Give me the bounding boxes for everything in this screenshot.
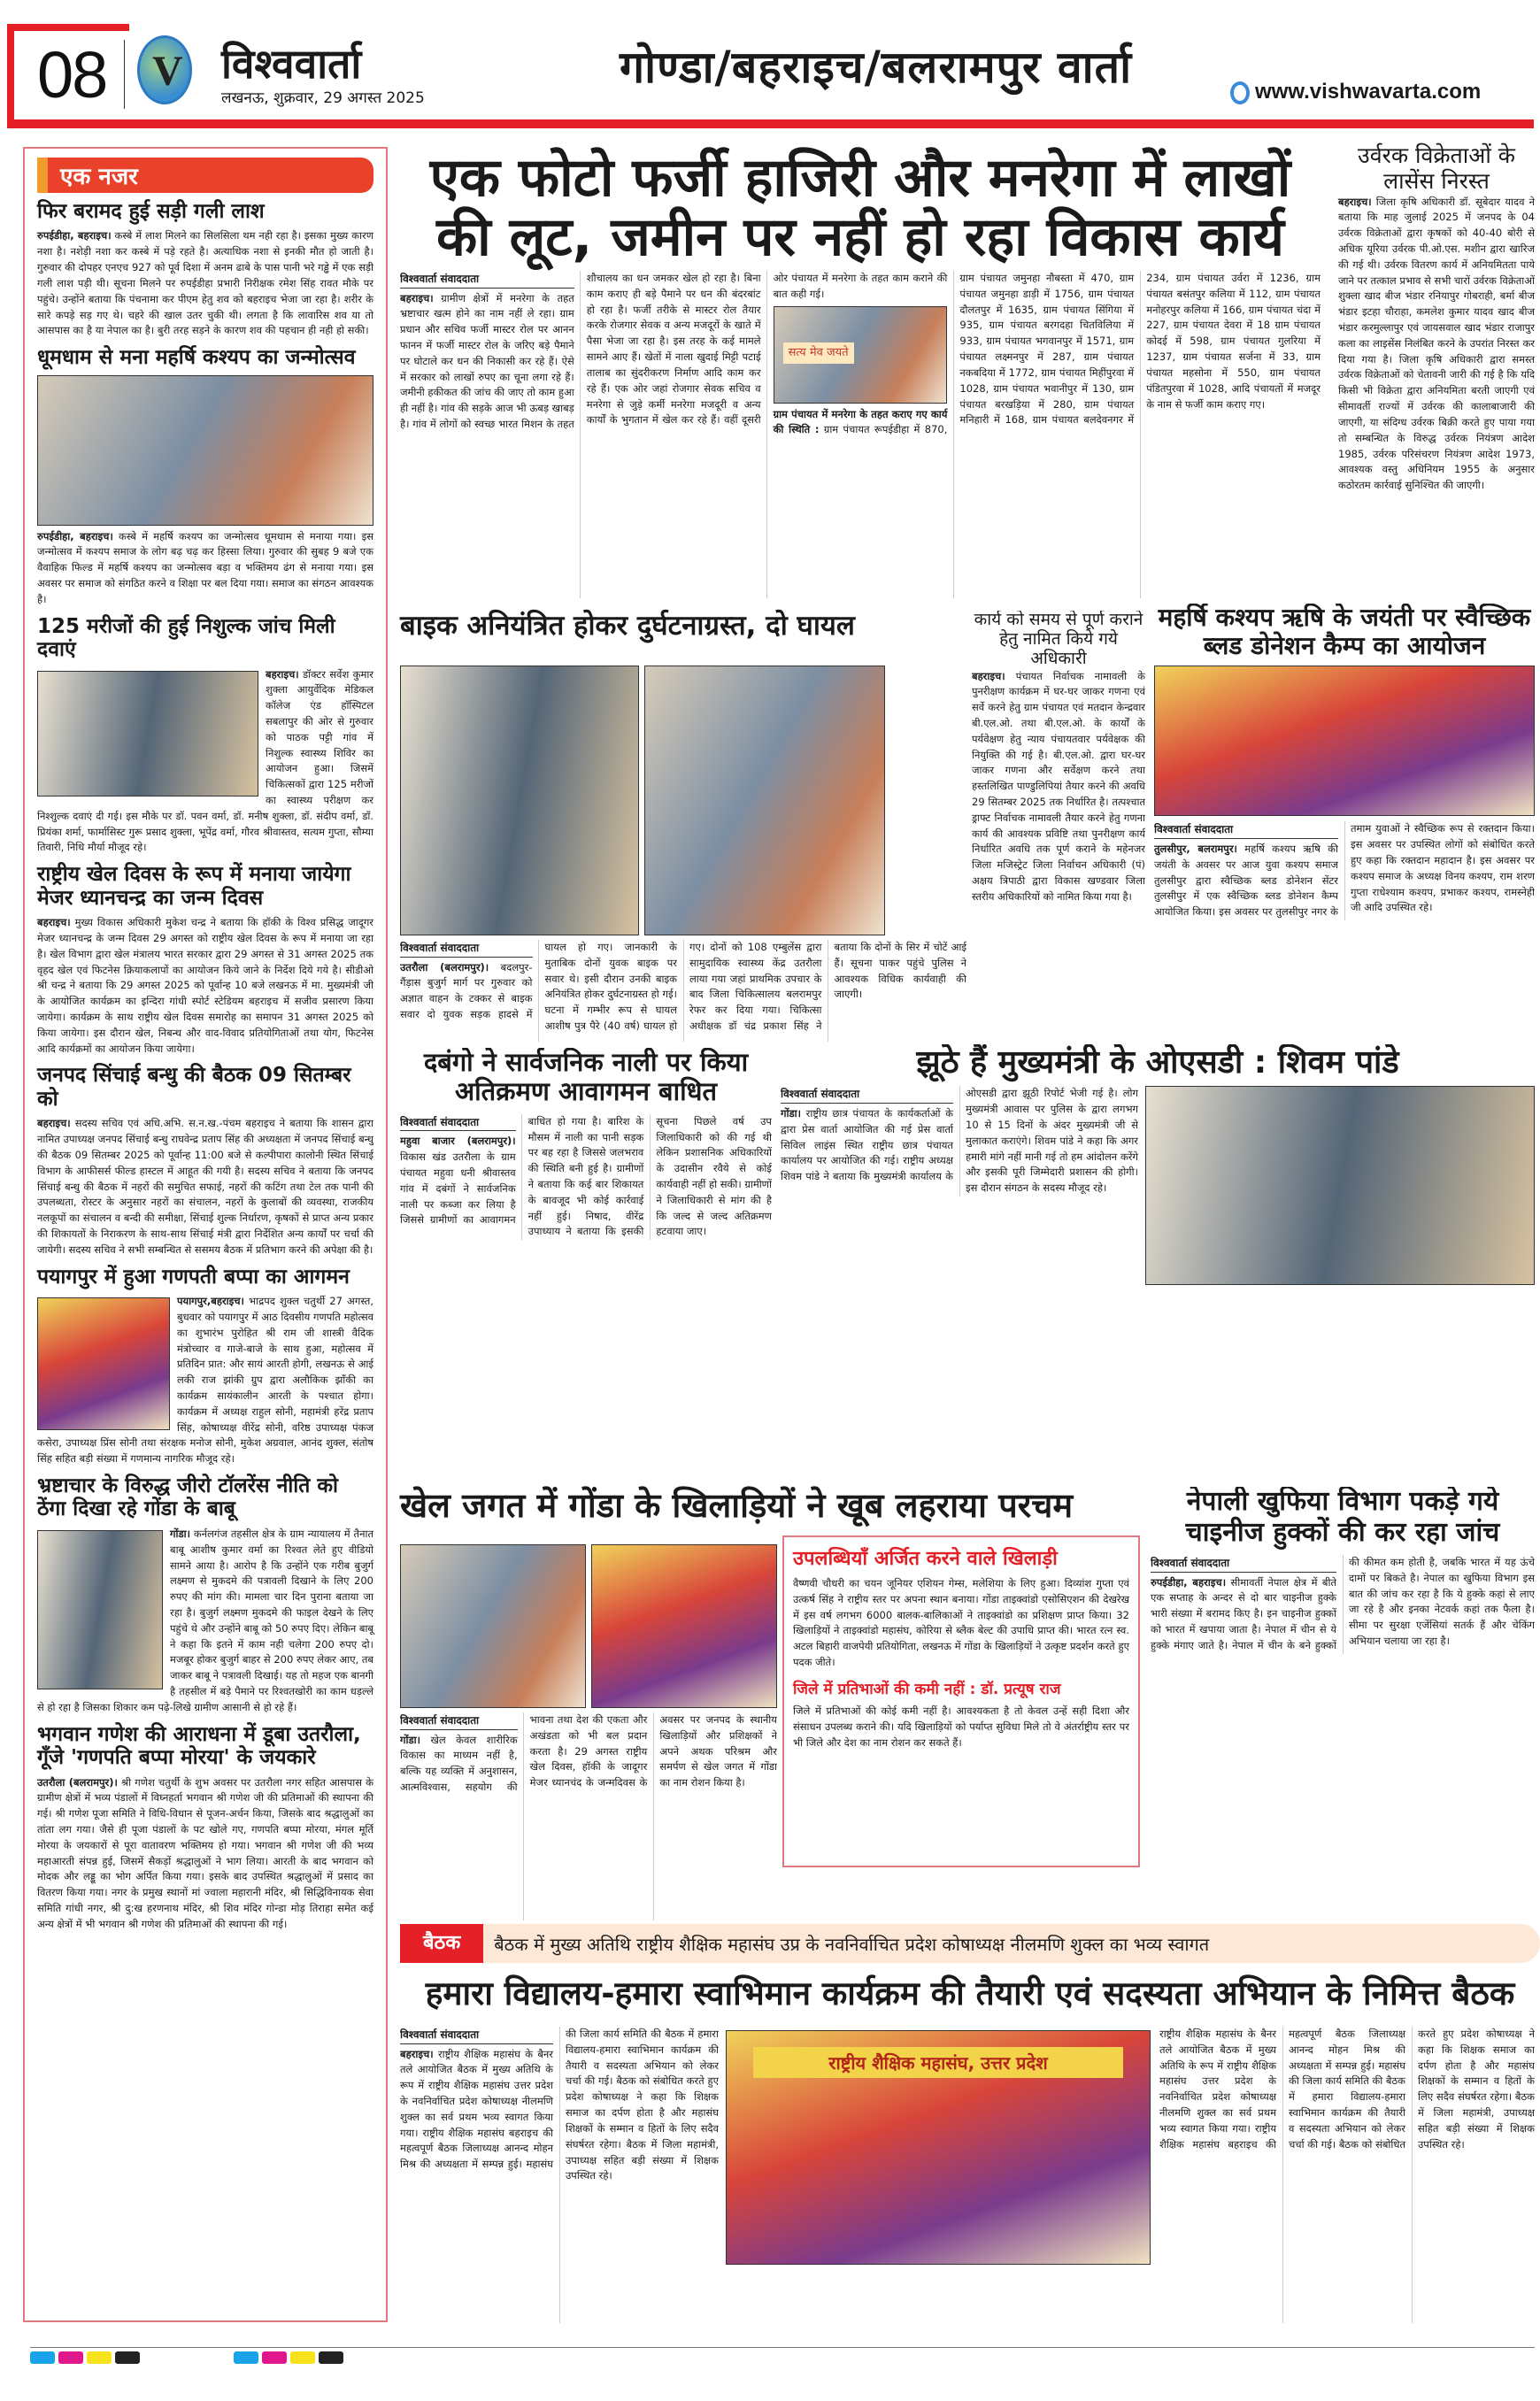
news-photo [37, 1530, 163, 1689]
headline: राष्ट्रीय खेल दिवस के रूप में मनाया जायेगा मेजर ध्यानचन्द्र का जन्म दिवस [37, 863, 351, 910]
website-text: www.vishwavarta.com [1255, 80, 1482, 104]
headline: नेपाली खुफिया विभाग पकड़े गये चाइनीज हुक्कों की कर रहा जांच [1185, 1487, 1500, 1548]
sports-photo-2 [591, 1544, 777, 1708]
color-swatch [87, 2351, 112, 2364]
page-number: 08 [37, 38, 107, 112]
article-body: पयागपुर,बहराइच। भाद्रपद शुक्ल चतुर्थी 27 अगस्त, बुधवार को पयागपुर में आठ दिवसीय गणपति महोत्सव का शुभारंभ पुरोहित श्री राम जी शास्त्री वैदिक मंत्रोच्चार व गाजे-बाजे के साथ हुआ, महोत्सव में प्रतिदिन प्रात: और सायं आरती होगी, लखनऊ से आई लकी राज झांकी ग्रुप द्वारा अलौकिक झाँकी का कार्यक्रम सायंकालीन आरती के पश्चात होगा। कार्यक्रम में अध्यक्ष राहुल सोनी, महामंत्री हरेंद्र प्रताप सिंह, कोषाध्यक्ष वीरेंद्र सोनी, वरिष्ठ उपाध्यक्ष पंकज कसेरा, उपाध्यक्ष प्रिंस सोनी तथा संरक्षक मनोज सोनी, मुकेश अग्रवाल, आनंद शुक्ल, संतोष सिंह सहित बड़ी संख्या में गणमान्य नागरिक मौजूद रहे। [37, 1295, 373, 1466]
headline: कार्य को समय से पूर्ण कराने हेतु नामित किये गये अधिकारी [974, 611, 1143, 668]
officers-article: कार्य को समय से पूर्ण कराने हेतु नामित किये गये अधिकारी बहराइच। पंचायत निर्वाचक नामावली के पुनरीक्षण कार्यक्रम में घर-घर जाकर गणना एवं सर्वे करने हेतु ग्राम पंचायत एवं मतदान केन्द्रवार बी.एल.ओ. तथा बी.एल.ओ. के कार्यों के पर्यवेक्षण हेतु न्याय पंचायतवार पर्यवेक्षक की नियुक्ति की गई है। बी.एल.ओ. द्वारा घर-घर जाकर गणना और सर्वेक्षण करने तथा हस्तलिखित पाण्डुलिपियां तैयार करने की अवधि 29 सितम्बर 2025 तक निर्धारित है। तत्पश्चात ड्राफ्ट निर्वाचक नामावली तैयार करने हेतु गणना कार्य की आवश्यक प्रविष्टि तथा पुनरीक्षण कार्य निर्धारित अवधि तक पूर्ण कराने के महेनजर जिला मजिस्ट्रेट जिला निर्वाचन अधिकारी (पं) अक्षय त्रिपाठी द्वारा विकास खण्डवार जिला स्तरीय अधिकारियों को नामित किया गया है। [972, 611, 1145, 903]
photo-banner-text: राष्ट्रीय शैक्षिक महासंघ, उत्तर प्रदेश [753, 2047, 1123, 2078]
brand-logo: V [137, 35, 192, 104]
color-swatch [262, 2351, 287, 2364]
headline: धूमधाम से मना महर्षि कश्यप का जन्मोत्सव [37, 346, 356, 370]
masthead-left-rule [7, 24, 14, 128]
headline: झूठे हैं मुख्यमंत्री के ओएसडी : शिवम पांडे [916, 1044, 1399, 1081]
sports-photo-1 [400, 1544, 586, 1708]
subhead: ग्राम पंचायत में मनरेगा के तहत कराए गए कार्य की स्थिति : [773, 407, 948, 436]
dateline: लखनऊ, शुक्रवार, 29 अगस्त 2025 [221, 89, 425, 107]
brand-name: विश्ववार्ता [221, 40, 362, 88]
headline: फिर बरामद हुई सड़ी गली लाश [37, 200, 265, 223]
color-swatch [58, 2351, 83, 2364]
headline: बाइक अनियंत्रित होकर दुर्घटनाग्रस्त, दो घायल [400, 610, 855, 642]
meeting-article-right: राष्ट्रीय शैक्षिक महासंघ के बैनर तले आयोजित बैठक में मुख्य अतिथि के रूप में राष्ट्रीय शैक्षिक महासंघ उत्तर प्रदेश के नवनिर्वाचित प्रदेश कोषाध्यक्ष नीलमणि शुक्ल का सर्व प्रथम भव्य स्वागत किया गया। राष्ट्रीय शैक्षिक महासंघ बहराइच की महत्वपूर्ण बैठक जिलाध्यक्ष आनन्द मोहन मिश्र की अध्यक्षता में सम्पन्न हुई। महासंघ की जिला कार्य समिति की बैठक में हमारा विद्यालय-हमारा स्वाभिमान कार्यक्रम की तैयारी व सदस्यता अभियान को लेकर चर्चा की गई। बैठक को संबोधित करते हुए प्रदेश कोषाध्यक्ष ने कहा कि शिक्षक समाज का दर्पण होता है और महासंघ शिक्षकों के सम्मान व हितों के लिए सदैव संघर्षरत रहेगा। बैठक में जिला महामंत्री, उपाध्यक्ष सहित बड़ी संख्या में शिक्षक उपस्थित रहे। [1159, 2028, 1535, 2151]
color-swatch [115, 2351, 140, 2364]
article-body: उतरौला (बलरामपुर)। श्री गणेश चतुर्थी के शुभ अवसर पर उतरौला नगर सहित आसपास के ग्रामीण क्षेत्रों में भव्य पंडालों में विघ्नहर्ता भगवान श्री गणेश जी की प्रतिमाओं की स्थापना की गई। श्री गणेश पूजा समिति ने विधि-विधान से पूजन-अर्चन किया, जिसके बाद श्रद्धालुओं का तांता लग गया। जैसे ही पूजा पंडालों के पट खोले गए, गणपति बप्पा मोरया, मंगल मूर्ति मोरया के जयकारों से पूरा वातावरण भक्तिमय हो गया। भगवान श्री गणेश जी की भव्य महाआरती संपन्न हुई, जिसमें सैकड़ों श्रद्धालुओं ने भाग लिया। आरती के बाद भगवान को मोदक और लड्डू का भोग अर्पित किया गया। इसके बाद उपस्थित श्रद्धालुओं में प्रसाद का वितरण किया गया। नगर के प्रमुख स्थानों मां ज्वाला महारानी मंदिर, श्री सिद्धिविनायक सेवा समिति गांधी नगर, श्री दु:ख हरणनाथ मंदिर, श्री शिव मंदिर गोन्डा मोड़ तिराहा समेत कई अन्य क्षेत्रों में भी भगवान श्री गणेश की प्रतिमाओं की स्थापना की गई। [37, 1775, 373, 1930]
meeting-photo [726, 2030, 1151, 2265]
achievements-box: उपलब्धियाँ अर्जित करने वाले खिलाड़ी वैष्णवी चौधरी का चयन जूनियर एशियन गेम्स, मलेशिया के लिए हुआ। दिव्यांश गुप्ता एवं उत्कर्ष सिंह ने राष्ट्रीय स्तर पर अपना स्थान बनाया। गोंडा ताइक्वांडो एसोसिएशन की देखरेख में इस वर्ष लगभग 6000 बालक-बालिकाओं ने ताइक्वांडो का प्रशिक्षण प्राप्त किया। 32 खिलाड़ियों ने ताइक्वांडो महासंघ, कोरिया से ब्लैक बेल्ट की उपाधि प्राप्त की। भारत रत्न स्व. अटल बिहारी वाजपेयी प्रतियोगिता, लखनऊ में गोंडा के खिलाड़ियों ने उत्कृष्ट प्रदर्शन करते हुए पदक जीते। जिले में प्रतिभाओं की कमी नहीं : डॉ. प्रत्यूष राज जिले में प्रतिभाओं की कोई कमी नहीं है। आवश्यकता है तो केवल उन्हें सही दिशा और संसाधन उपलब्ध कराने की। यदि खिलाड़ियों को पर्याप्त सुविधा मिले तो वे अंतर्राष्ट्रीय स्तर पर भी जिले और देश का नाम रोशन कर सकते हैं। [782, 1535, 1140, 1867]
color-swatch [30, 2351, 55, 2364]
fertilizer-article: उर्वरक विक्रेताओं के लासेंस निरस्त बहराइच। जिला कृषि अधिकारी डॉ. सूबेदार यादव ने बताया कि माह जुलाई 2025 में जनपद के 04 उर्वरक विक्रेताओं द्वारा कृषकों को 40-40 बोरी से अधिक यूरिया उर्वरक पी.ओ.एस. मशीन द्वारा खारिज की गई थी। उर्वरक वितरण कार्य में अनियमितता पाये जाने पर तत्काल प्रभाव से सभी चारों उर्वरक विक्रेताओं शुक्ला खाद बीज भंडार रनियापुर गोबराही, बर्मा बीज भंडार इटहा चौराहा, कमलेश कुमार यादव खाद बीज भंडार करमुल्लापुर एवं जायसवाल खाद भंडार राजापुर कला का लाइसेंस निलंबित करने के उपरांत निरस्त कर दिया गया है। जिला कृषि अधिकारी द्वारा समस्त उर्वरक विक्रेताओं को चेतावनी जारी की गई है कि यदि किसी भी विक्रेता द्वारा अनियमिता बरती जाएगी एवं सीमावर्ती राज्यों में उर्वरक की कालाबाजारी की जाएगी, या संदिग्ध उर्वरक बिक्री करते हुए पाया गया तो सम्बन्धित के विरुद्ध उर्वरक नियंत्रण आदेश 1985, उर्वरक परिसंचरण नियंत्रण आदेश 1973, आवश्यक वस्तु अधिनियम 1955 के अनुसार कठोरतम कार्रवाई सुनिश्चित की जाएगी। [1338, 142, 1536, 492]
website-link[interactable] [1230, 80, 1481, 104]
sports-article: विश्ववार्ता संवाददाता गोंडा। खेल केवल शारीरिक विकास का माध्यम नहीं है, बल्कि यह व्यक्ति में अनुशासन, आत्मविश्वास, सहयोग की भावना तथा देश की एकता और अखंडता को भी बल प्रदान करता है। 29 अगस्त राष्ट्रीय खेल दिवस, हॉकी के जादूगर मेजर ध्यानचंद के जन्मदिवस के अवसर पर जनपद के स्थानीय खिलाड़ियों और प्रशिक्षकों ने अपने अथक परिश्रम और समर्पण से खेल जगत में गोंडा का नाम रोशन किया है। [400, 1713, 777, 1794]
box-title: जिले में प्रतिभाओं की कमी नहीं : डॉ. प्रत्यूष राज [793, 1680, 1061, 1698]
meeting-banner [400, 1924, 1540, 1963]
meeting-article-left: विश्ववार्ता संवाददाता बहराइच। राष्ट्रीय शैक्षिक महासंघ के बैनर तले आयोजित बैठक में मुख्य अतिथि के रूप में राष्ट्रीय शैक्षिक महासंघ उत्तर प्रदेश के नवनिर्वाचित प्रदेश कोषाध्यक्ष नीलमणि शुक्ल का सर्व प्रथम भव्य स्वागत किया गया। राष्ट्रीय शैक्षिक महासंघ बहराइच की महत्वपूर्ण बैठक जिलाध्यक्ष आनन्द मोहन मिश्र की अध्यक्षता में सम्पन्न हुई। महासंघ की जिला कार्य समिति की बैठक में हमारा विद्यालय-हमारा स्वाभिमान कार्यक्रम की तैयारी व सदस्यता अभियान को लेकर चर्चा की गई। बैठक को संबोधित करते हुए प्रदेश कोषाध्यक्ष ने कहा कि शिक्षक समाज का दर्पण होता है और महासंघ शिक्षकों के सम्मान व हितों के लिए सदैव संघर्षरत रहेगा। बैठक में जिला महामंत्री, उपाध्यक्ष सहित बड़ी संख्या में शिक्षक उपस्थित रहे। [400, 2028, 719, 2182]
browser-icon [1230, 81, 1250, 104]
article-body: बहराइच। सदस्य सचिव एवं अधि.अभि. स.न.ख.-पंचम बहराइच ने बताया कि शासन द्वारा नामित उपाध्यक्ष जनपद सिंचाई बन्धु राघवेन्द्र प्रताप सिंह की अध्यक्षता में जनपद सिंचाई बन्धु की बैठक 09 सितम्बर 2025 को पूर्वान्ह 11:00 बजे से कल्पीपारा कालोनी स्थित सिंचाई विभाग के आफीसर्स फील्ड हास्टल में आहूत की गयी है। सदस्य सचिव ने बताया कि जनपद सिंचाई बन्धु की बैठक में नहरों की समुचित सफाई, नहरों की कटिंग तथा टेल तक पानी की उपलब्धता, रोस्टर के अनुसार नहरों का संचालन, नहरों के कुलाबों की व्यवस्था, राजकीय नलकूपों का संचालन व बन्दी की समीक्षा, सिंचाई शुल्क निर्धारण, कृषकों से प्राप्त अन्य प्रकार की शिकायतों के निराकरण के साथ-साथ सिंचाई मंत्री द्वारा निर्देशित अन्य कार्यों पर चर्चा की जायेगी। सदस्य सचिव ने सभी सम्बन्धित से ससमय बैठक में प्रतिभाग करने की अपेक्षा की है। [37, 1117, 373, 1256]
headline: भ्रष्टाचार के विरुद्ध जीरो टॉलरेंस नीति को ठेंगा दिखा रहे गोंडा के बाबू [37, 1474, 339, 1521]
article-body: रुपईडीहा, बहराइच। कस्बे में लाश मिलने का सिलसिला थम नही रहा है। इसका मुख्य कारण नशा है। नशेड़ी नशा कर कस्बे में पड़े रहते है। अत्याधिक नशा से इनकी मौत हो जाती है। गुरुवार की दोपहर एनएच 927 को पूर्व दिशा में अनम ढाबे के पास पानी भरे गड्ढे में एक सड़ी गली लाश पड़ी थी। सूचना मिलने पर रुपईडीहा प्रभारी निरीक्षक रमेश सिंह रावत मौके पर पहुंचे। उन्होंने बताया कि पंचनामा कर पीएम हेतु शव को बहराइच भेजा जा रहा है। शरीर के सारे कपड़े सड़ गए थे। चहरे की खाल उतर चुकी थी। लगता है कि लावारिस शव या तो आसपास का है या नेपाल का है। बुरी तरह सड़ने के कारण शव की पहचान ही नही हो सकी। [37, 229, 374, 337]
photo-caption: सत्य मेव जयते [783, 342, 854, 364]
headline: महर्षि कश्यप ऋषि के जयंती पर स्वैच्छिक ब्लड डोनेशन कैम्प का आयोजन [1158, 604, 1531, 661]
blood-donation-article: महर्षि कश्यप ऋषि के जयंती पर स्वैच्छिक ब्लड डोनेशन कैम्प का आयोजन विश्ववार्ता संवाददाता तुलसीपुर, बलरामपुर। महर्षि कश्यप ऋषि की जयंती के अवसर पर आज युवा कश्यप समाज तुलसीपुर द्वारा स्वैच्छिक ब्लड डोनेशन सेंटर तुलसीपुर में एक स्वैच्छिक ब्लड डोनेशन कैम्प आयोजित किया। इस अवसर पर तुलसीपुर नगर के तमाम युवाओं ने स्वैच्छिक रूप से रक्तदान किया। इस अवसर पर उपस्थित लोगों को संबोधित करते हुए कहा कि रक्तदान महादान है। इस अवसर पर कश्यप समाज के अध्यक्ष विनय कश्यप, राम शरण गुप्ता राधेश्याम कश्यप, प्रभाकर कश्यप, रामस्नेही जी आदि उपस्थित रहे। [1154, 604, 1535, 919]
news-photo [1154, 666, 1535, 816]
byline: विश्ववार्ता संवाददाता [400, 271, 574, 289]
section-title: गोण्डा/बहराइच/बलरामपुर वार्ता [620, 42, 1133, 93]
lead-article: विश्ववार्ता संवाददाता बहराइच। ग्रामीण क्षेत्रों में मनरेगा के तहत भ्रष्टाचार खत्म होने का नाम नहीं ले रहा। ग्राम प्रधान और सचिव फर्जी मास्टर रोल पर आनन फानन में फर्जी मास्टर रोल के जरिए बड़े पैमाने पर घोटाले कर धन की निकासी कर रहे हैं। ऐसे में सरकार को लाखों रुपए का चूना लगा रहे हैं। जमीनी हकीकत की जांच की जाए तो काम हुआ ही नहीं है। गांव की सड़के आज भी ऊबड़ खाबड़ है। गांव में लोगों को स्वच्छ भारत मिशन के तहत शौचालय का धन जमकर खेल हो रहा है। बिना काम कराए ही बड़े पैमाने पर धन की बंदरबांट हो रहा है। फर्जी तरीके से मास्टर रोल तैयार करके रोजगार सेवक व अन्य मजदूरों के खाते में पैसा भेजा जा रहा है। इस तरह के कई मामले सामने आए हैं। खेतों में नाला खुदाई मिट्टी पटाई तालाब का सुंदरीकरण निर्माण आदि काम कर रहे हैं। एक ओर जहां रोजगार सेवक सचिव व मनरेगा से जुड़े कर्मी मनरेगा मजदूरी व अन्य कार्यों के भुगतान में खेल कर रहे हैं। वहीं दूसरी ओर पंचायत में मनरेगा के तहत काम कराने की बात कही गई। सत्य मेव जयते ग्राम पंचायत में मनरेगा के तहत कराए गए कार्य की स्थिति : ग्राम पंचायत रूपईडीहा में 870, ग्राम पंचायत जमुनहा नौबस्ता में 470, ग्राम पंचायत जमुनहा डाड़ी में 1756, ग्राम पंचायत दौलतपुर में 1635, ग्राम पंचायत सिंगिया में 935, ग्राम पंचायत बरगदहा चितविलिया में 933, ग्राम पंचायत भगवानपुर में 1571, ग्राम पंचायत लक्ष्मनपुर में 287, ग्राम पंचायत नकबदिया में 1772, ग्राम पंचायत मिहींपुरवा में 1028, ग्राम पंचायत भवानीपुर में 130, ग्राम पंचायत बरखड़िया में 280, ग्राम पंचायत मनिहारी में 168, ग्राम पंचायत बलदेवनगर में 234, ग्राम पंचायत उर्वरा में 1236, ग्राम पंचायत बसंतपुर कलिया में 112, ग्राम पंचायत मनोहरपुर कलिया में 166, ग्राम पंचायत चंदा में 227, ग्राम पंचायत देवरा में 18 ग्राम पंचायत कोदई में 598, ग्राम पंचायत गुलरिया में 1237, ग्राम पंचायत सर्जना में 33, ग्राम पंचायत महसोना में 550, ग्राम पंचायत पंडितपुरवा में 1028, आदि पंचायतों में मजदूर के नाम से फर्जी काम कराए गए। [400, 272, 1321, 436]
color-swatch [290, 2351, 315, 2364]
headline: जनपद सिंचाई बन्धु की बैठक 09 सितम्बर को [37, 1064, 351, 1111]
headline: दबंगो ने सार्वजनिक नाली पर किया अतिक्रमण आवागमन बाधित [423, 1048, 749, 1107]
headline: खेल जगत में गोंडा के खिलाड़ियों ने खूब लहराया परचम [400, 1486, 1074, 1525]
osd-article: झूठे हैं मुख्यमंत्री के ओएसडी : शिवम पांडे विश्ववार्ता संवाददाता गोंडा। राष्ट्रीय छात्र पंचायत के कार्यकर्ताओं के द्वारा प्रेस वार्ता आयोजित की गई प्रेस वार्ता सिविल लाइंस स्थित राष्ट्रीय छात्र पंचायत कार्यालय पर आयोजित की गई। राष्ट्रीय अध्यक्ष शिवम पांडे ने बताया कि मुख्यमंत्री कार्यालय के ओएसडी द्वारा झूठी रिपोर्ट भेजी गई है। लोग मुख्यमंत्री आवास पर पुलिस के द्वारा लगभग 10 से 15 दिनों के अंदर मुख्यमंत्री जी से मुलाकात कराएंगे। शिवम पांडे ने कहा कि अगर हमारी मांगे नहीं मानी गई तो हम आंदोलन करेंगे और इसकी पूरी जिम्मेदारी प्रशासन की होगी। इस दौरान संगठन के सदस्य मौजूद रहे। [781, 1044, 1535, 1478]
headline: उर्वरक विक्रेताओं के लासेंस निरस्त [1358, 142, 1515, 194]
bike-article-side [889, 666, 967, 935]
article-body: रुपईडीहा, बहराइच। कस्बे में महर्षि कश्यप का जन्मोत्सव धूमधाम से मनाया गया। इस जन्मोत्सव में कश्यप समाज के लोग बढ़ चढ़ कर हिस्सा लिया। गुरुवार की सुबह 9 बजे एक वैवाहिक फिल्ड में महर्षि कश्यप का जन्मोत्सव बड़ा व भक्तिमय ढंग से मनाया गया। इस अवसर पर समाज को संगठित करने व शिक्षा पर बल दिया गया। समाज का संगठन आवश्यक है। [37, 529, 373, 605]
press-conference-photo [1145, 1086, 1535, 1285]
nepal-article: नेपाली खुफिया विभाग पकड़े गये चाइनीज हुक्कों की कर रहा जांच विश्ववार्ता संवाददाता रुपईडीहा, बहराइच। सीमावर्ती नेपाल क्षेत्र में बीते एक सप्ताह के अन्दर से दो बार चाइनीज हुक्के भारी संख्या में बरामद किए है। इन चाइनीज हुक्कों को भारत में खपाया जाता है। नेपाल में चीन से ये हुक्के मंगाए जाते है। नेपाल में चीन के बने हुक्कों की कीमत कम होती है, जबकि भारत में यह ऊंचे दामों पर बिकते है। नेपाल का खुफिया विभाग इस बात की जांच कर रहा है कि ये हुक्के कहां से लाए जा रहे है और इनका नेटवर्क कहां तक फैला है। सीमा पर सुरक्षा एजेंसियां सतर्क हैं और चेकिंग अभियान चलाया जा रहा है। [1151, 1487, 1535, 1651]
encroachment-article: दबंगो ने सार्वजनिक नाली पर किया अतिक्रमण आवागमन बाधित विश्ववार्ता संवाददाता महुवा बाजार (बलरामपुर)। विकास खंड उतरौला के ग्राम पंचायत महुवा धनी श्रीवास्तव गांव में दबंगों ने सार्वजनिक नाली पर कब्जा कर लिया है जिससे ग्रामीणों का आवागमन बाधित हो गया है। बारिश के मौसम में नाली का पानी सड़क पर बह रहा है जिससे जलभराव की स्थिति बनी हुई है। ग्रामीणों ने बताया कि कई बार शिकायत के बावजूद भी कोई कार्रवाई नहीं हुई। निषाद, वीरेंद्र उपाध्याय ने बताया कि इसकी सूचना पिछले वर्ष उप जिलाधिकारी को की गई थी लेकिन प्रशासनिक अधिकारियों के उदासीन रवैये से कोई कार्यवाही नहीं हो सकी। ग्रामीणों ने जिलाधिकारी से मांग की है कि जल्द से जल्द अतिक्रमण हटवाया जाए। [400, 1048, 772, 1238]
color-swatch [234, 2351, 258, 2364]
accident-photo-1 [400, 666, 639, 935]
banner-tag: बैठक [400, 1924, 483, 1963]
ek-nazar-column [23, 147, 388, 2322]
headline: भगवान गणेश की आराधना में डूबा उतरौला, गूँजे 'गणपति बप्पा मोरया' के जयकारे [37, 1722, 361, 1770]
article-body: बहराइच। डॉक्टर सर्वेश कुमार शुक्ला आयुर्वेदिक मेडिकल कॉलेज एंड हॉस्पिटल सबलापुर की ओर से गुरुवार को पाठक पट्टी गांव में निशुल्क स्वास्थ्य शिविर का आयोजन हुआ। जिसमें चिकित्सकों द्वारा 125 मरीजों का स्वास्थ्य परीक्षण कर निश्शुल्क दवाएं दी गई। इस मौके पर डॉ. पवन वर्मा, डॉ. मनीष शुक्ला, डॉ. संदीप वर्मा, डॉ. प्रियंका शर्मा, फार्मासिस्ट गुरू प्रसाद शुक्ला, भूपेंद्र वर्मा, गौरव श्रीवास्तव, सत्यम गुप्ता, सौम्या तिवारी, निधि मौर्या मौजूद रहे। [37, 667, 374, 854]
masthead-bottom-rule [7, 119, 1534, 128]
color-swatch [319, 2351, 343, 2364]
ganesh-photo [37, 1297, 170, 1430]
masthead-divider [124, 40, 125, 109]
headline: 125 मरीजों की हुई निशुल्क जांच मिली दवाएं [37, 614, 335, 662]
bike-article: विश्ववार्ता संवाददाता उतरौला (बलरामपुर)। बदलपुर-गैंड़ास बुजुर्ग मार्ग पर गुरुवार को अज्ञात वाहन के टक्कर से बाइक सवार दो युवक सड़क हादसे में घायल हो गए। जानकारी के मुताबिक दोनों युवक बाइक पर सवार थे। इसी दौरान उनकी बाइक अनियंत्रित होकर दुर्घटनाग्रस्त हो गई। घटना में गम्भीर रूप से घायल आशीष पुत्र पैरे (40 वर्ष) घायल हो गए। दोनों को 108 एम्बुलेंस द्वारा सामुदायिक स्वास्थ्य केंद्र उतरौला लाया गया जहां प्राथमिक उपचार के बाद जिला चिकित्सालय बलरामपुर रेफर कर दिया गया। चिकित्सा अधीक्षक डॉ चंद्र प्रकाश सिंह ने बताया कि दोनों के सिर में चोटें आई हैं। सूचना पाकर पहुंचे पुलिस ने आवश्यक विधिक कार्यवाही की जाएगी। [400, 941, 966, 1033]
news-photo [37, 375, 373, 526]
banner-text: बैठक में मुख्य अतिथि राष्ट्रीय शैक्षिक महासंघ उप्र के नवनिर्वाचित प्रदेश कोषाध्यक्ष नीलमणि शुक्ल का भव्य स्वागत [494, 1933, 1210, 1955]
news-photo [37, 671, 258, 796]
article-body: गोंडा। कर्नलगंज तहसील क्षेत्र के ग्राम न्यायालय में तैनात बाबू आशीष कुमार वर्मा का रिश्वत लेते हुए वीडियो सामने आया है। आरोप है कि उन्होंने एक गरीब बुजुर्ग लक्ष्मण से मुकदमे की पत्रावली दिखाने के लिए 200 रुपए की मांग की। मामला चार दिन पुराना बताया जा रहा है। बुजुर्ग लक्ष्मण मुकदमे की फाइल देखने के लिए पहुंचे थे और उन्होंने बाबू को 50 रुपए दिए। लेकिन बाबू ने कहा कि इतने में काम नही चलेगा 200 रुपए दो। मजबूर होकर बुजुर्ग बाहर से 200 रुपए लेकर आए, तब जाकर बाबू ने पत्रावली दिखाई। यह तो महज एक बानगी है तहसील में बड़े पैमाने पर रिश्वतखोरी का काम धड़ल्ले से हो रहा है जिसका शिकार कम पढ़े-लिखे ग्रामीण आसानी से हो रहे हैं। [37, 1527, 374, 1713]
column-label: एक नजर [37, 158, 373, 193]
accident-photo-2 [644, 666, 885, 935]
headline: पयागपुर में हुआ गणपती बप्पा का आगमन [37, 1265, 350, 1289]
lead-headline: एक फोटो फर्जी हाजिरी और मनरेगा में लाखों की लूट, जमीन पर नहीं हो रहा विकास कार्य [429, 147, 1291, 269]
article-body: बहराइच। मुख्य विकास अधिकारी मुकेश चन्द्र ने बताया कि हॉकी के विश्व प्रसिद्ध जादूगर मेजर ध्यानचन्द्र के जन्म दिवस 29 अगस्त को राष्ट्रीय खेल दिवस के रूप में मनाया जा रहा है। खेल विभाग द्वारा खेल मंत्रालय भारत सरकार द्वारा 29 अगस्त से 31 अगस्त 2025 तक वृहद खेल एवं फिटनेस क्रियाकलापों का आयोजन किये जाने के निर्देश दिये गये है। सीडीओ श्री चन्द्र ने बताया कि 29 अगस्त 2025 को पूर्वान्ह 10 बजे लखनऊ में मा. मुख्यमंत्री जी के आयोजित कार्यक्रम का इन्दिरा गांधी स्पोर्ट स्टेडियम बहराइच में सजीव प्रसारण किया जायेगा। कार्यक्रम के साथ राष्ट्रीय खेल दिवस समारोह का समापन 31 अगस्त 2025 को किया जायेगा। इस दौरान खेल, निबन्ध और वाद-विवाद प्रतियोगिताओं तथा योग, फिटनेस आदि कार्यक्रमों का आयोजन किया जायेगा। [37, 916, 373, 1055]
masthead-top-rule [7, 24, 129, 31]
box-title: उपलब्धियाँ अर्जित करने वाले खिलाड़ी [793, 1548, 1058, 1570]
registration-marks [30, 2347, 1535, 2361]
lead-photo [774, 306, 948, 404]
headline: हमारा विद्यालय-हमारा स्वाभिमान कार्यक्रम की तैयारी एवं सदस्यता अभियान के निमित्त बैठक [425, 1974, 1515, 2012]
